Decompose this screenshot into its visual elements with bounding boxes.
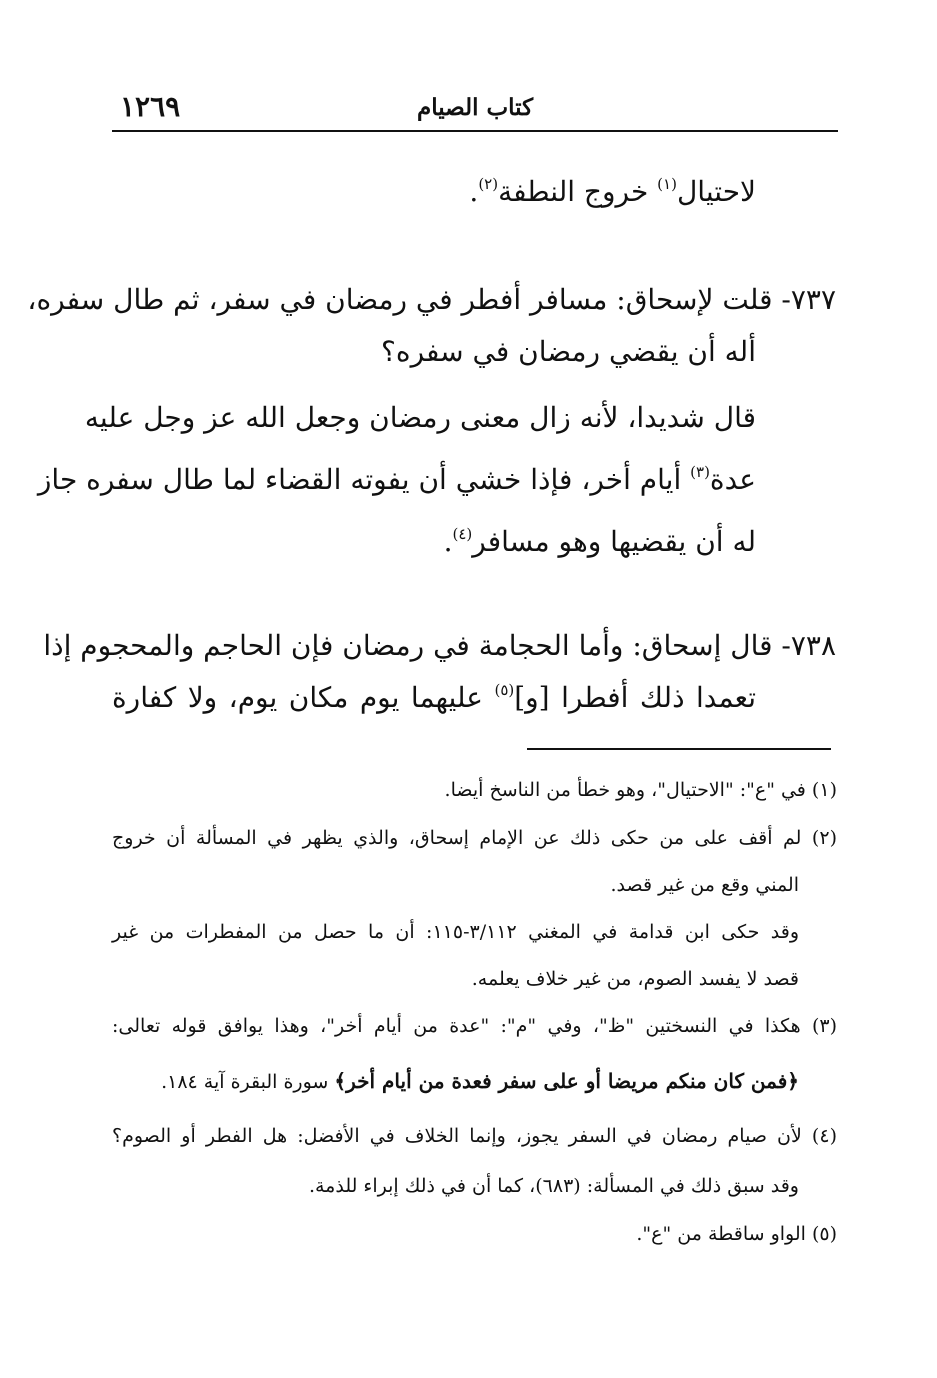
footnote-1: (١) في "ع": "الاحتيال"، وهو خطأ من الناسخ أيضا. <box>444 779 837 801</box>
text-fragment: . <box>469 175 479 208</box>
main-text <box>27 0 836 740</box>
footnote-4-line-1: (٤) لأن صيام رمضان في السفر يجوز، وإنما الخلاف في الأفضل: هل الفطر أو الصوم؟ <box>112 1125 837 1147</box>
question-738-line-2 <box>112 678 756 718</box>
footnote-4-line-2: وقد سبق ذلك في المسألة: (٦٨٣)، كما أن في ذلك إبراء للذمة. <box>308 1175 799 1197</box>
answer-737-line-2 <box>37 460 756 500</box>
footnote-ref: (٢) <box>478 175 499 193</box>
text-fragment: عليهما يوم مكان يوم، ولا كفارة <box>112 681 495 714</box>
running-title: كتاب الصيام <box>416 94 534 121</box>
footnote-2-line-1: (٢) لم أقف على من حكى ذلك عن الإمام إسحاق، والذي يظهر في المسألة أن خروج <box>112 827 837 849</box>
text-fragment: خروج النطفة <box>498 175 658 208</box>
footnote-ref: (١) <box>657 175 677 193</box>
answer-737-line-1: قال شديدا، لأنه زال معنى رمضان وجعل الله عز وجل عليه <box>84 401 756 434</box>
footnote-ref: (٣) <box>690 463 710 481</box>
answer-737-line-3 <box>444 522 756 562</box>
footnote-ref: (٥) <box>494 681 515 699</box>
verse-reference: سورة البقرة آية ١٨٤. <box>161 1071 335 1093</box>
text-fragment: عدة <box>709 463 756 496</box>
text-fragment: أيام أخر، فإذا خشي أن يفوته القضاء لما طال سفره جاز <box>37 463 691 496</box>
text-fragment: . <box>443 525 453 558</box>
text-fragment: لاحتيال <box>676 175 756 208</box>
continuation-line <box>469 172 756 212</box>
footnote-ref: (٤) <box>452 525 473 543</box>
footnote-separator <box>527 748 831 750</box>
text-fragment: تعمدا ذلك أفطرا [و] <box>514 681 756 714</box>
question-738-line-1: ٧٣٨- قال إسحاق: وأما الحجامة في رمضان فإن الحاجم والمحجوم إذا <box>43 629 836 662</box>
question-737-line-1: ٧٣٧- قلت لإسحاق: مسافر أفطر في رمضان في سفر، ثم طال سفره، <box>27 283 836 316</box>
page-number: ١٢٦٩ <box>120 90 181 123</box>
quran-verse: ﴿فمن كان منكم مريضا أو على سفر فعدة من أيام أخر﴾ <box>334 1069 799 1093</box>
footnote-3-line-1: (٣) هكذا في النسختين "ظ"، وفي "م": "عدة من أيام أخر"، وهذا يوافق قوله تعالى: <box>112 1015 837 1037</box>
footnote-2-line-4: قصد لا يفسد الصوم، من غير خلاف يعلمه. <box>471 968 799 990</box>
footnote-3-line-2 <box>161 1066 799 1097</box>
text-fragment: له أن يقضيها وهو مسافر <box>472 525 756 558</box>
footnote-2-line-2: المني وقع من غير قصد. <box>610 874 799 896</box>
footnote-2-line-3: وقد حكى ابن قدامة في المغني ٣/١١٢-١١٥: أن ما حصل من المفطرات من غير <box>112 921 799 943</box>
footnote-5: (٥) الواو ساقطة من "ع". <box>636 1223 837 1245</box>
question-737-line-2: أله أن يقضي رمضان في سفره؟ <box>381 335 756 368</box>
